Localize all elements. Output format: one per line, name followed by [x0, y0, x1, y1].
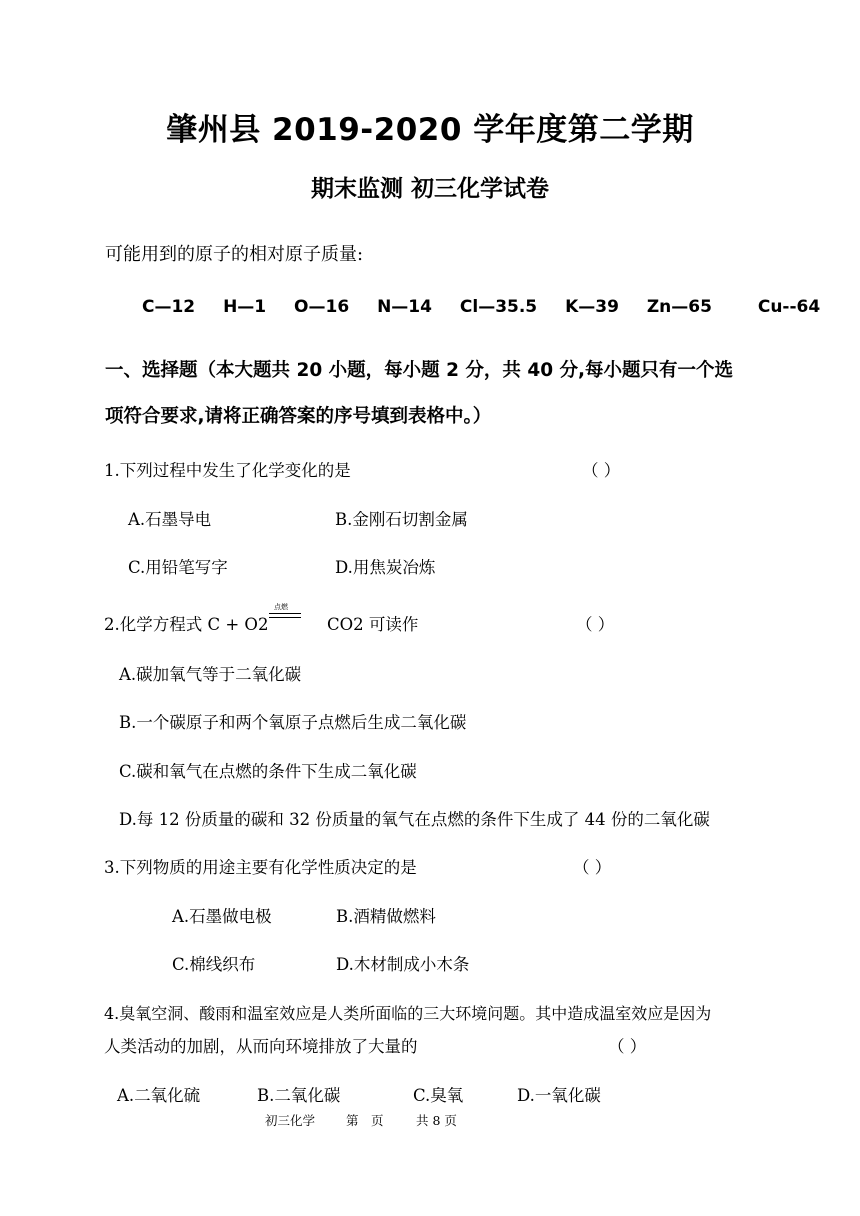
- q2-stem-product: CO2 可读作: [327, 615, 419, 634]
- q4-stem-line1: 4.臭氧空洞、酸雨和温室效应是人类所面临的三大环境问题。其中造成温室效应是因为: [104, 1004, 712, 1023]
- exam-subtitle: 期末监测 初三化学试卷: [310, 176, 549, 202]
- q1-option-b: B.金刚石切割金属: [335, 510, 468, 529]
- mass-zn: Zn—65: [646, 297, 712, 317]
- q1-option-a: A.石墨导电: [128, 510, 212, 529]
- equals-line-top: [269, 613, 301, 614]
- footer-subject: 初三化学: [265, 1113, 316, 1128]
- q1-option-c: C.用铅笔写字: [128, 558, 228, 577]
- mass-c: C—12: [142, 297, 196, 317]
- q2-option-b: B.一个碳原子和两个氧原子点燃后生成二氧化碳: [119, 713, 467, 732]
- reaction-condition-label: 点燃: [274, 603, 288, 611]
- q3-answer-blank: （ ）: [573, 858, 612, 877]
- reaction-condition-sign: [269, 604, 303, 622]
- q4-option-d: D.一氧化碳: [517, 1086, 601, 1105]
- q4-option-b: B.二氧化碳: [257, 1086, 341, 1105]
- mass-o: O—16: [294, 297, 350, 317]
- q2-option-d: D.每 12 份质量的碳和 32 份质量的氧气在点燃的条件下生成了 44 份的二氧化碳: [119, 810, 710, 829]
- mass-cu: Cu--64: [757, 297, 821, 317]
- mass-h: H—1: [223, 297, 267, 317]
- q2-option-c: C.碳和氧气在点燃的条件下生成二氧化碳: [119, 762, 417, 781]
- q4-stem-line2: 人类活动的加剧，从而向环境排放了大量的: [104, 1037, 418, 1056]
- section-heading-line2: 项符合要求,请将正确答案的序号填到表格中。）: [105, 406, 492, 427]
- q3-option-c: C.棉线织布: [172, 955, 256, 974]
- q4-option-c: C.臭氧: [413, 1086, 464, 1105]
- q3-stem: 3.下列物质的用途主要有化学性质决定的是: [104, 858, 417, 877]
- q4-option-a: A.二氧化硫: [117, 1086, 201, 1105]
- footer-total-pages: 共 8 页: [416, 1113, 457, 1128]
- q2-option-a: A.碳加氧气等于二氧化碳: [119, 665, 302, 684]
- exam-title: 肇州县 2019-2020 学年度第二学期: [166, 112, 694, 148]
- q1-stem: 1.下列过程中发生了化学变化的是: [104, 461, 351, 480]
- q2-stem: 2.化学方程式 C + O2: [104, 615, 269, 634]
- mass-cl: Cl—35.5: [459, 297, 538, 317]
- q3-option-a: A.石墨做电极: [172, 907, 272, 926]
- q3-option-d: D.木材制成小木条: [336, 955, 470, 974]
- q4-answer-blank: （ ）: [608, 1037, 647, 1056]
- q1-answer-blank: （ ）: [582, 461, 621, 480]
- q2-answer-blank: （ ）: [576, 615, 615, 634]
- q3-option-b: B.酒精做燃料: [336, 907, 436, 926]
- footer-page-number: 第 页: [346, 1113, 384, 1128]
- equals-line-bottom: [269, 617, 301, 618]
- mass-k: K—39: [565, 297, 619, 317]
- section-heading-line1: 一、选择题（本大题共 20 小题，每小题 2 分，共 40 分,每小题只有一个选: [105, 360, 734, 381]
- mass-n: N—14: [377, 297, 432, 317]
- atomic-mass-intro: 可能用到的原子的相对原子质量:: [105, 244, 364, 265]
- atomic-mass-list: [142, 297, 842, 317]
- q1-option-d: D.用焦炭冶炼: [335, 558, 436, 577]
